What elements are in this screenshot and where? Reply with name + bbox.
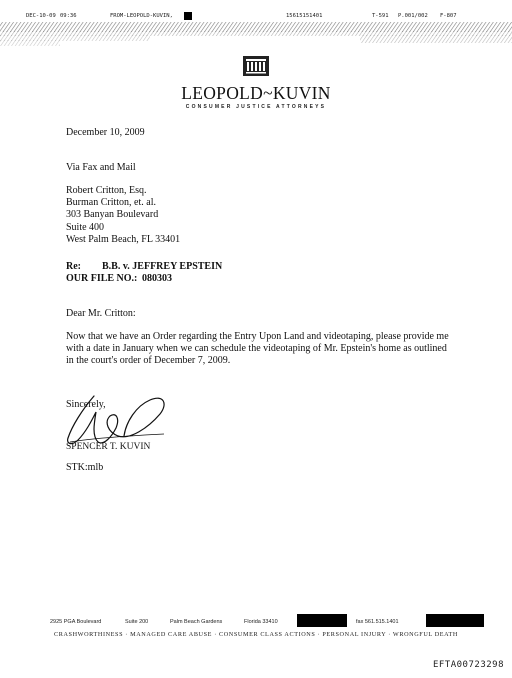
footer-fax: fax 561.515.1401	[356, 619, 399, 625]
bates-number: EFTA00723298	[432, 660, 504, 670]
firm-name: LEOPOLD~KUVIN	[181, 83, 331, 103]
footer-address-4: Florida 33410	[244, 619, 278, 625]
re-label: Re:	[66, 261, 81, 272]
letter-date: December 10, 2009	[66, 127, 145, 138]
recipient-line: Suite 400	[66, 221, 105, 233]
fax-tnum: T-591	[372, 13, 389, 19]
salutation: Dear Mr. Critton:	[66, 308, 136, 319]
phone-redaction	[297, 614, 347, 627]
recipient-line: 303 Banyan Boulevard	[66, 209, 159, 221]
delivery-method: Via Fax and Mail	[66, 162, 136, 173]
recipient-line: Robert Critton, Esq.	[66, 185, 147, 196]
fax-from: FROM-LEOPOLD-KUVIN,	[110, 13, 173, 19]
fax-noise-band	[0, 20, 512, 50]
body-line: Now that we have an Order regarding the Entry Upon Land and videotaping, please provide me	[66, 331, 449, 342]
fax-fnum: F-807	[440, 13, 457, 19]
body-line: in the court's order of December 7, 2009.	[66, 355, 231, 367]
recipient-line: Burman Critton, et. al.	[66, 197, 156, 209]
file-value: 080303	[142, 273, 172, 284]
typist-initials: STK:mlb	[66, 462, 104, 473]
letter-body	[66, 331, 449, 368]
file-label: OUR FILE NO.:	[66, 273, 138, 284]
fax-time: 09:36	[60, 13, 77, 19]
fax-phone: 15615151401	[286, 13, 323, 19]
email-redaction	[426, 614, 484, 627]
recipient-block	[66, 185, 180, 246]
firm-tagline: CONSUMER JUSTICE ATTORNEYS	[185, 104, 327, 110]
signer-name: SPENCER T. KUVIN	[66, 442, 151, 452]
building-icon	[243, 56, 269, 76]
footer-address-3: Palm Beach Gardens	[170, 619, 223, 625]
recipient-line: West Palm Beach, FL 33401	[66, 233, 181, 245]
fax-date: DEC-10-09	[26, 13, 56, 19]
closing: Sincerely,	[66, 399, 106, 410]
fax-pages: P.001/002	[398, 13, 428, 19]
re-value: B.B. v. JEFFREY EPSTEIN	[102, 261, 223, 272]
body-line: with a date in January when we can schedule the videotaping of Mr. Epstein's home as outlined	[66, 343, 447, 355]
footer-address-1: 2925 PGA Boulevard	[50, 619, 102, 625]
practice-areas: CRASHWORTHINESS · MANAGED CARE ABUSE · CONSUMER CLASS ACTIONS · PERSONAL INJURY · WRONGFUL DEATH	[54, 631, 458, 638]
fax-redaction	[184, 12, 192, 20]
footer-address-2: Suite 200	[125, 619, 149, 625]
